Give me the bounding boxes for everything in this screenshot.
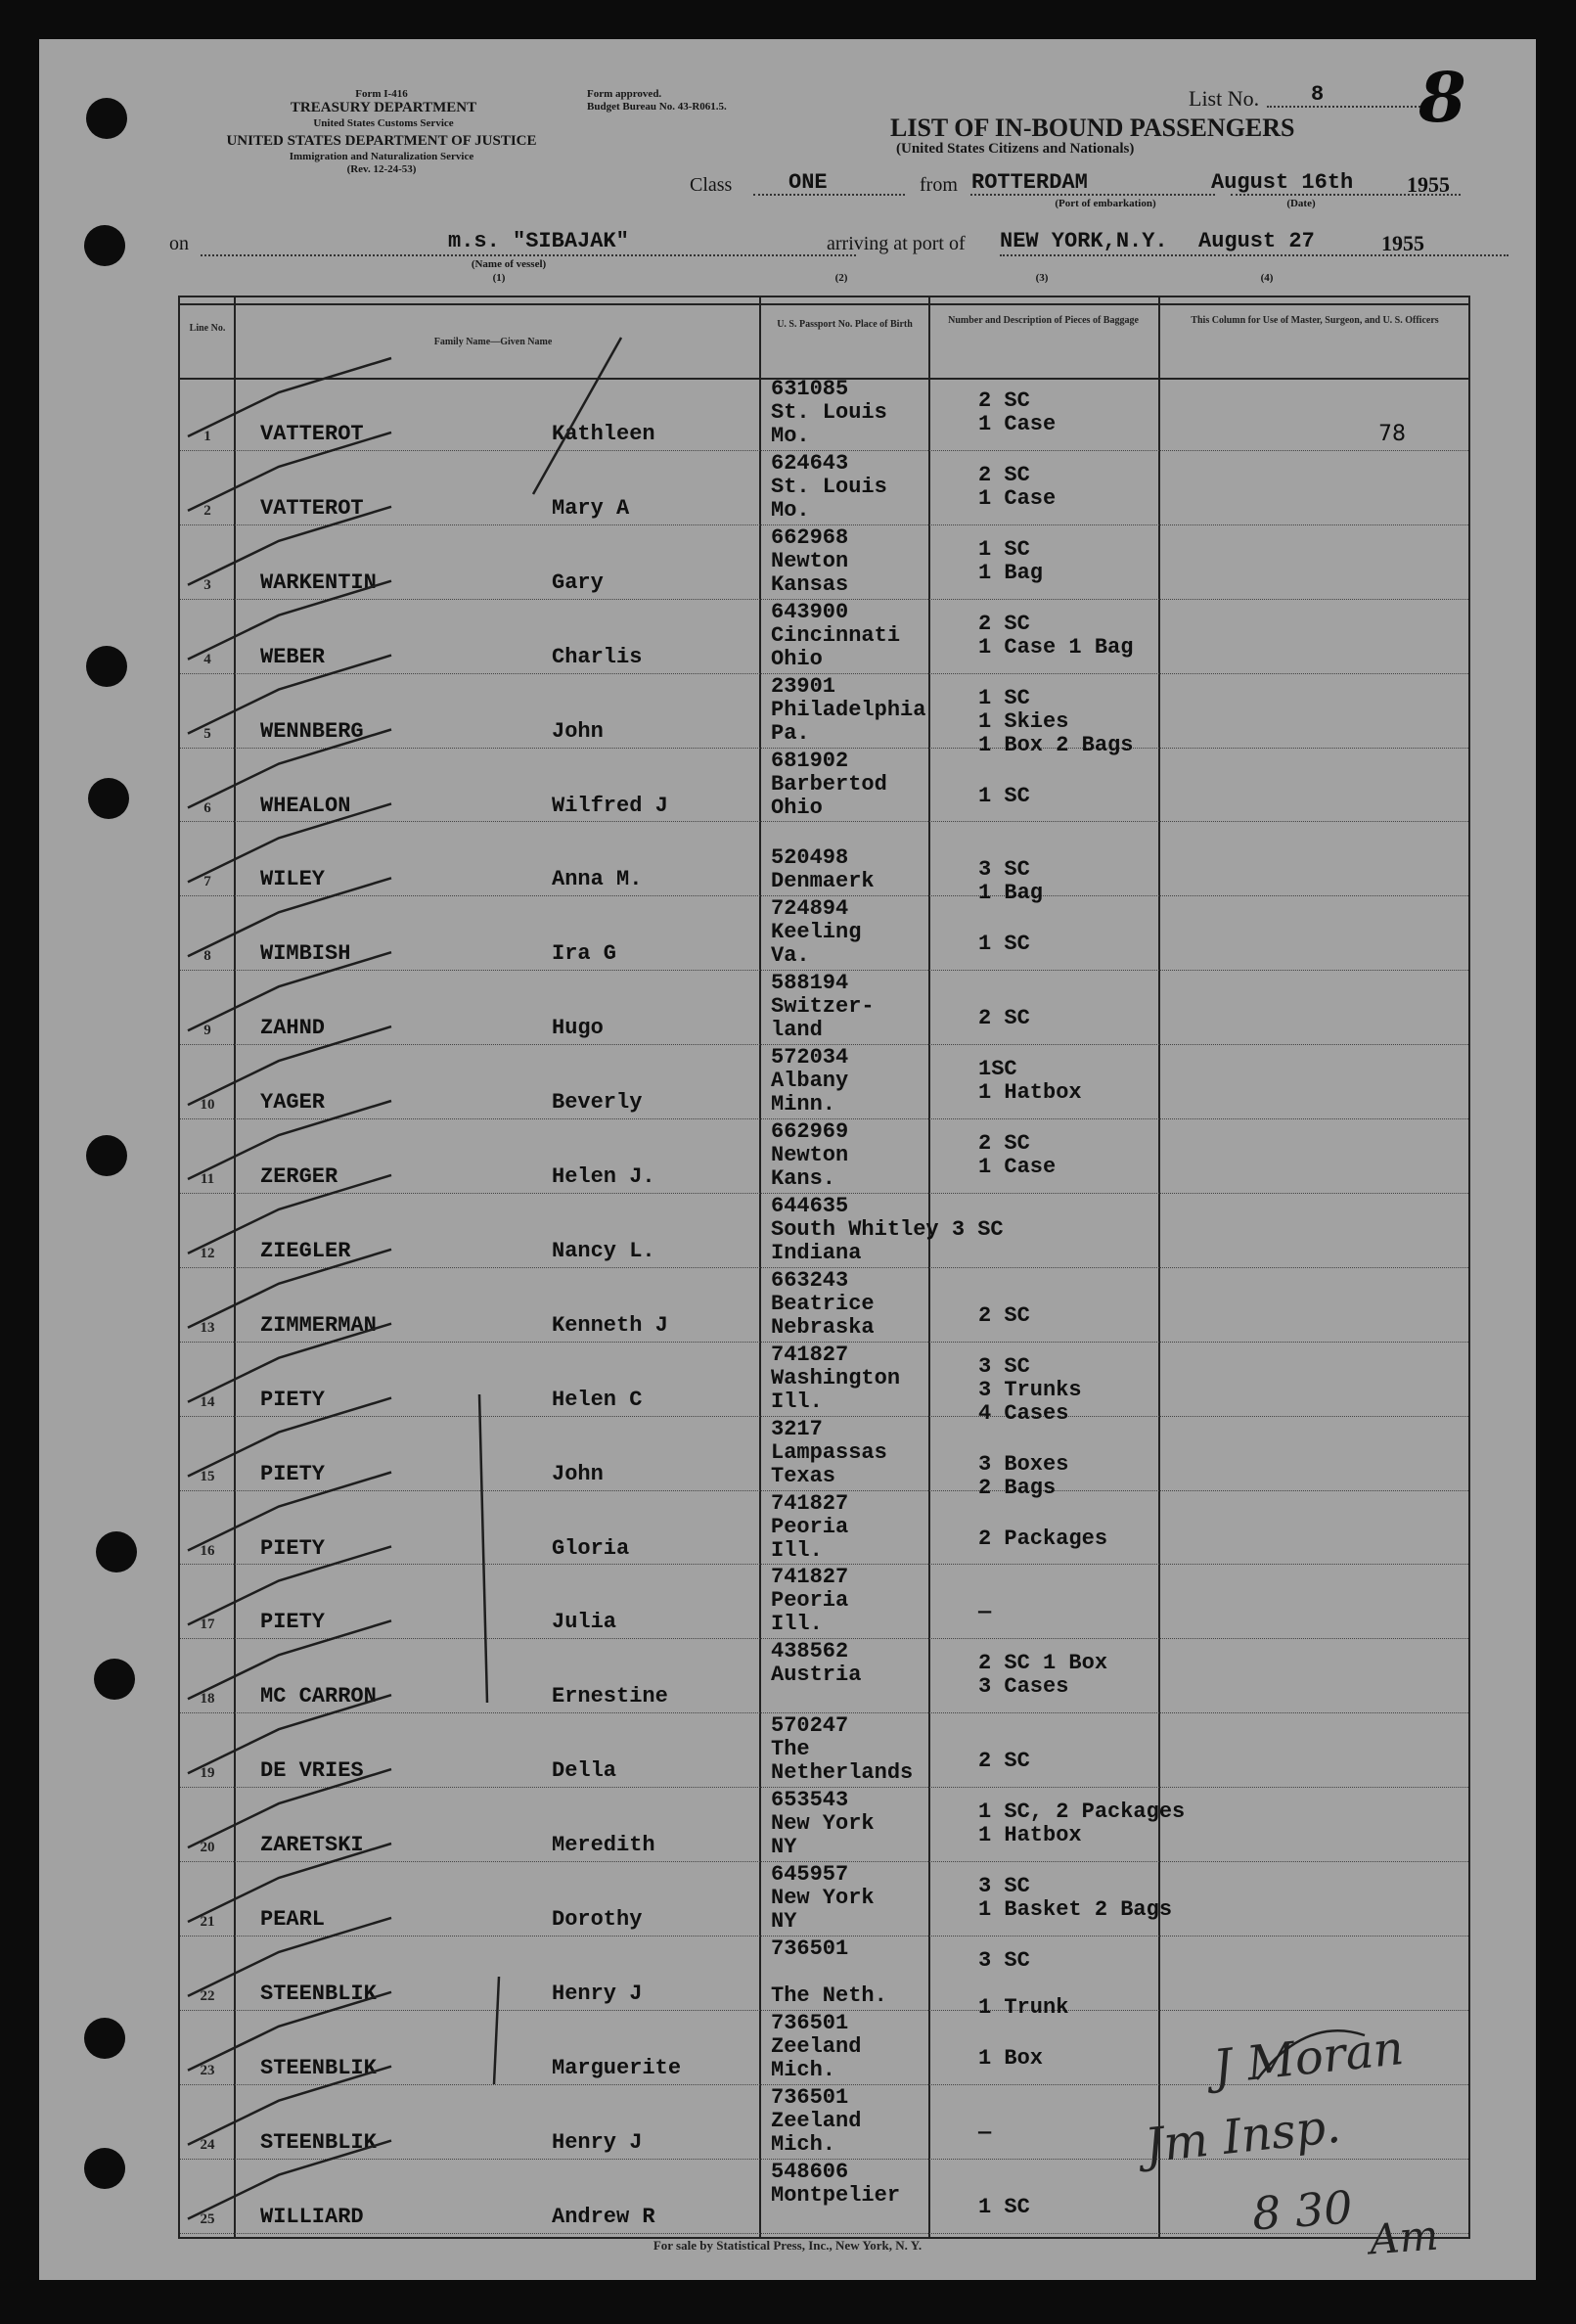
baggage: 2 SC bbox=[978, 1302, 1030, 1328]
embark-date: August 16th bbox=[1211, 170, 1354, 195]
line-number: 13 bbox=[200, 1319, 215, 1336]
passport-birthplace: 662969 Newton Kans. bbox=[771, 1119, 849, 1191]
given-name: Dorothy bbox=[552, 1907, 643, 1932]
baggage: 3 SC 3 Trunks 4 Cases bbox=[978, 1353, 1082, 1426]
passport-birthplace: 724894 Keeling Va. bbox=[771, 896, 862, 969]
family-name: PIETY bbox=[260, 1535, 326, 1561]
passenger-table bbox=[178, 296, 1470, 2239]
family-name: WEBER bbox=[260, 644, 326, 669]
col-passport: U. S. Passport No. Place of Birth bbox=[777, 319, 913, 330]
dept-ins: Immigration and Naturalization Service bbox=[289, 151, 474, 162]
family-name: WENNBERG bbox=[260, 718, 364, 744]
punch-hole bbox=[88, 778, 129, 819]
row-divider bbox=[180, 821, 1468, 822]
line-number: 9 bbox=[203, 1023, 211, 1039]
family-name: STEENBLIK bbox=[260, 2129, 377, 2155]
col-name: Family Name—Given Name bbox=[433, 337, 553, 347]
given-name: Anna M. bbox=[552, 867, 643, 892]
passport-birthplace: 662968 Newton Kansas bbox=[771, 524, 849, 597]
given-name: Kathleen bbox=[552, 422, 655, 446]
inspector-title: Jm Insp. bbox=[1142, 2098, 1343, 2174]
list-no-label: List No. bbox=[1189, 86, 1260, 111]
line-number: 11 bbox=[200, 1171, 215, 1187]
given-name: Ira G bbox=[552, 941, 617, 967]
passport-birthplace: 572034 Albany Minn. bbox=[771, 1045, 849, 1117]
col-ref-2: (2) bbox=[834, 272, 848, 284]
punch-hole bbox=[84, 2148, 125, 2189]
given-name: Nancy L. bbox=[552, 1238, 655, 1263]
manifest-subtitle: (United States Citizens and Nationals) bbox=[896, 141, 1135, 157]
arrival-port: NEW YORK,N.Y. bbox=[1000, 229, 1168, 253]
given-name: Beverly bbox=[552, 1090, 643, 1116]
line-number: 3 bbox=[203, 576, 211, 593]
family-name: PEARL bbox=[260, 1907, 326, 1932]
passport-birthplace: 736501 Zeeland Mich. bbox=[771, 2084, 862, 2157]
given-name: Henry J bbox=[552, 2129, 643, 2155]
passport-birthplace: 570247 The Netherlands bbox=[771, 1713, 914, 1786]
line-number: 18 bbox=[200, 1691, 215, 1708]
arriving-label: arriving at port of bbox=[827, 233, 966, 254]
baggage: 1SC 1 Hatbox bbox=[978, 1057, 1082, 1106]
manifest-sheet bbox=[39, 39, 1536, 2280]
family-name: DE VRIES bbox=[260, 1758, 364, 1784]
col-ref-1: (1) bbox=[492, 272, 506, 284]
on-label: on bbox=[169, 233, 189, 254]
class-value: ONE bbox=[788, 170, 828, 195]
passport-birthplace: 681902 Barbertod Ohio bbox=[771, 748, 887, 820]
family-name: STEENBLIK bbox=[260, 1981, 377, 2006]
given-name: Gary bbox=[552, 570, 604, 595]
passport-birthplace: 520498 Denmaerk bbox=[771, 845, 875, 894]
family-name: STEENBLIK bbox=[260, 2055, 377, 2080]
baggage: 1 SC bbox=[978, 2194, 1030, 2219]
given-name: Andrew R bbox=[552, 2204, 655, 2229]
row-divider bbox=[180, 1416, 1468, 1417]
family-name: VATTEROT bbox=[260, 495, 364, 521]
line-number: 22 bbox=[200, 1987, 215, 2004]
line-number: 16 bbox=[200, 1542, 215, 1559]
given-name: Charlis bbox=[552, 644, 643, 669]
line-number: 7 bbox=[203, 874, 211, 890]
given-name: Wilfred J bbox=[552, 793, 668, 818]
dept-justice: UNITED STATES DEPARTMENT OF JUSTICE bbox=[226, 133, 537, 149]
passport-birthplace: 23901 Philadelphia Pa. bbox=[771, 673, 926, 746]
list-no-value: 8 bbox=[1311, 82, 1325, 107]
given-name: Gloria bbox=[552, 1535, 630, 1561]
dept-customs: United States Customs Service bbox=[313, 117, 454, 129]
inspector-signature: J Moran bbox=[1210, 2020, 1407, 2096]
line-number: 5 bbox=[203, 725, 211, 742]
line-number: 2 bbox=[203, 502, 211, 519]
passport-birthplace: 663243 Beatrice Nebraska bbox=[771, 1267, 875, 1340]
passport-birthplace: 3217 Lampassas Texas bbox=[771, 1416, 887, 1488]
baggage: 2 SC 1 Case bbox=[978, 462, 1057, 511]
baggage: 1 SC 1 Skies 1 Box 2 Bags bbox=[978, 685, 1134, 757]
line-number: 10 bbox=[200, 1097, 215, 1114]
baggage: — bbox=[978, 1600, 992, 1625]
printer-credit: For sale by Statistical Press, Inc., New York, N. Y. bbox=[653, 2238, 923, 2253]
passport-birthplace: 741827 Washington Ill. bbox=[771, 1342, 901, 1414]
line-number: 6 bbox=[203, 799, 211, 816]
family-name: WIMBISH bbox=[260, 941, 351, 967]
baggage: 1 Box bbox=[978, 2045, 1044, 2071]
passport-birthplace: 653543 New York NY bbox=[771, 1788, 875, 1860]
baggage: 1 SC 1 Bag bbox=[978, 536, 1044, 585]
line-number: 25 bbox=[200, 2210, 215, 2227]
given-name: John bbox=[552, 1461, 604, 1486]
embark-port: ROTTERDAM bbox=[971, 170, 1088, 195]
line-number: 4 bbox=[203, 651, 211, 667]
baggage: 2 SC bbox=[978, 1749, 1030, 1774]
family-name: ZERGER bbox=[260, 1164, 338, 1189]
officer-note: 78 bbox=[1378, 422, 1406, 446]
baggage: 2 SC 1 Case 1 Bag bbox=[978, 611, 1134, 660]
manifest-title: LIST OF IN-BOUND PASSENGERS bbox=[890, 114, 1295, 142]
class-label: Class bbox=[690, 174, 733, 196]
line-number: 21 bbox=[200, 1914, 215, 1930]
form-id: Form I-416 bbox=[355, 88, 408, 100]
passport-birthplace: 644635 South Whitley 3 SC Indiana bbox=[771, 1193, 1004, 1265]
given-name: Meredith bbox=[552, 1833, 655, 1858]
family-name: WILEY bbox=[260, 867, 326, 892]
line-number: 24 bbox=[200, 2136, 215, 2153]
baggage: 2 SC bbox=[978, 1006, 1030, 1031]
family-name: PIETY bbox=[260, 1610, 326, 1635]
baggage: 3 Boxes 2 Bags bbox=[978, 1451, 1069, 1500]
baggage: 3 SC 1 Bag bbox=[978, 857, 1044, 906]
date-caption: (Date) bbox=[1286, 198, 1316, 209]
line-number: 17 bbox=[200, 1617, 215, 1633]
baggage: — bbox=[978, 2119, 992, 2145]
punch-hole bbox=[86, 98, 127, 139]
family-name: VATTEROT bbox=[260, 422, 364, 446]
passport-birthplace: 736501 Zeeland Mich. bbox=[771, 2010, 862, 2082]
baggage: 1 SC bbox=[978, 783, 1030, 808]
line-number: 19 bbox=[200, 1765, 215, 1782]
punch-hole bbox=[84, 225, 125, 266]
from-label: from bbox=[920, 174, 958, 196]
line-number: 20 bbox=[200, 1840, 215, 1856]
baggage: 2 SC 1 Case bbox=[978, 1131, 1057, 1179]
given-name: Hugo bbox=[552, 1016, 604, 1041]
passport-birthplace: 588194 Switzer- land bbox=[771, 971, 875, 1043]
given-name: Helen J. bbox=[552, 1164, 655, 1189]
passport-birthplace: 645957 New York NY bbox=[771, 1862, 875, 1934]
baggage: 3 SC 1 Trunk bbox=[978, 1947, 1069, 2020]
punch-hole bbox=[86, 646, 127, 687]
inspection-ampm: Am bbox=[1368, 2210, 1440, 2264]
family-name: ZARETSKI bbox=[260, 1833, 364, 1858]
line-number: 14 bbox=[200, 1393, 215, 1410]
baggage: 1 SC, 2 Packages 1 Hatbox bbox=[978, 1800, 1186, 1848]
passport-birthplace: 643900 Cincinnati Ohio bbox=[771, 599, 901, 671]
arrival-year: 1955 bbox=[1381, 231, 1424, 255]
given-name: John bbox=[552, 718, 604, 744]
line-number: 23 bbox=[200, 2062, 215, 2078]
inspection-time: 8 30 bbox=[1250, 2180, 1355, 2241]
baggage: 2 SC 1 Box 3 Cases bbox=[978, 1651, 1108, 1700]
arrival-date: August 27 bbox=[1198, 229, 1315, 253]
line-number: 15 bbox=[200, 1468, 215, 1484]
family-name: WHEALON bbox=[260, 793, 351, 818]
col-ref-4: (4) bbox=[1260, 272, 1274, 284]
form-approved: Form approved. bbox=[587, 88, 662, 100]
given-name: Helen C bbox=[552, 1387, 643, 1412]
given-name: Ernestine bbox=[552, 1684, 668, 1709]
family-name: PIETY bbox=[260, 1387, 326, 1412]
dept-treasury: TREASURY DEPARTMENT bbox=[290, 100, 477, 115]
vessel-caption: (Name of vessel) bbox=[471, 258, 547, 270]
given-name: Kenneth J bbox=[552, 1312, 668, 1338]
family-name: ZAHND bbox=[260, 1016, 326, 1041]
line-number: 1 bbox=[203, 429, 211, 444]
passport-birthplace: 438562 Austria bbox=[771, 1639, 862, 1688]
family-name: WILLIARD bbox=[260, 2204, 364, 2229]
passport-birthplace: 631085 St. Louis Mo. bbox=[771, 377, 887, 448]
passport-birthplace: 548606 Montpelier bbox=[771, 2159, 901, 2208]
col-officers: This Column for Use of Master, Surgeon, and U. S. Officers bbox=[1191, 315, 1439, 326]
line-number: 12 bbox=[200, 1245, 215, 1261]
family-name: PIETY bbox=[260, 1461, 326, 1486]
col-ref-3: (3) bbox=[1035, 272, 1049, 284]
given-name: Della bbox=[552, 1758, 617, 1784]
baggage: 3 SC 1 Basket 2 Bags bbox=[978, 1874, 1173, 1922]
passport-birthplace: 741827 Peoria Ill. bbox=[771, 1565, 849, 1637]
budget-bureau: Budget Bureau No. 43-R061.5. bbox=[587, 101, 727, 113]
baggage: 2 SC 1 Case bbox=[978, 388, 1057, 436]
passport-birthplace: 624643 St. Louis Mo. bbox=[771, 450, 887, 523]
col-baggage: Number and Description of Pieces of Baggage bbox=[948, 315, 1139, 326]
given-name: Marguerite bbox=[552, 2055, 682, 2080]
family-name: ZIMMERMAN bbox=[260, 1312, 377, 1338]
punch-hole bbox=[86, 1135, 127, 1176]
embark-year: 1955 bbox=[1407, 172, 1450, 197]
family-name: YAGER bbox=[260, 1090, 326, 1116]
punch-hole bbox=[94, 1659, 135, 1700]
list-no-handwritten: 8 bbox=[1418, 57, 1466, 138]
col-line-no: Line No. bbox=[189, 323, 226, 334]
family-name: ZIEGLER bbox=[260, 1238, 351, 1263]
vessel-name: m.s. "SIBAJAK" bbox=[448, 229, 629, 253]
form-revision: (Rev. 12-24-53) bbox=[346, 163, 417, 175]
line-number: 8 bbox=[203, 948, 211, 965]
passport-birthplace: 736501 The Neth. bbox=[771, 1936, 887, 2008]
given-name: Julia bbox=[552, 1610, 617, 1635]
given-name: Henry J bbox=[552, 1981, 643, 2006]
baggage: 1 SC bbox=[978, 932, 1030, 957]
embark-caption: (Port of embarkation) bbox=[1055, 198, 1156, 209]
family-name: MC CARRON bbox=[260, 1684, 377, 1709]
punch-hole bbox=[84, 2018, 125, 2059]
baggage: 2 Packages bbox=[978, 1526, 1108, 1551]
passport-birthplace: 741827 Peoria Ill. bbox=[771, 1490, 849, 1563]
family-name: WARKENTIN bbox=[260, 570, 377, 595]
punch-hole bbox=[96, 1531, 137, 1572]
given-name: Mary A bbox=[552, 495, 630, 521]
